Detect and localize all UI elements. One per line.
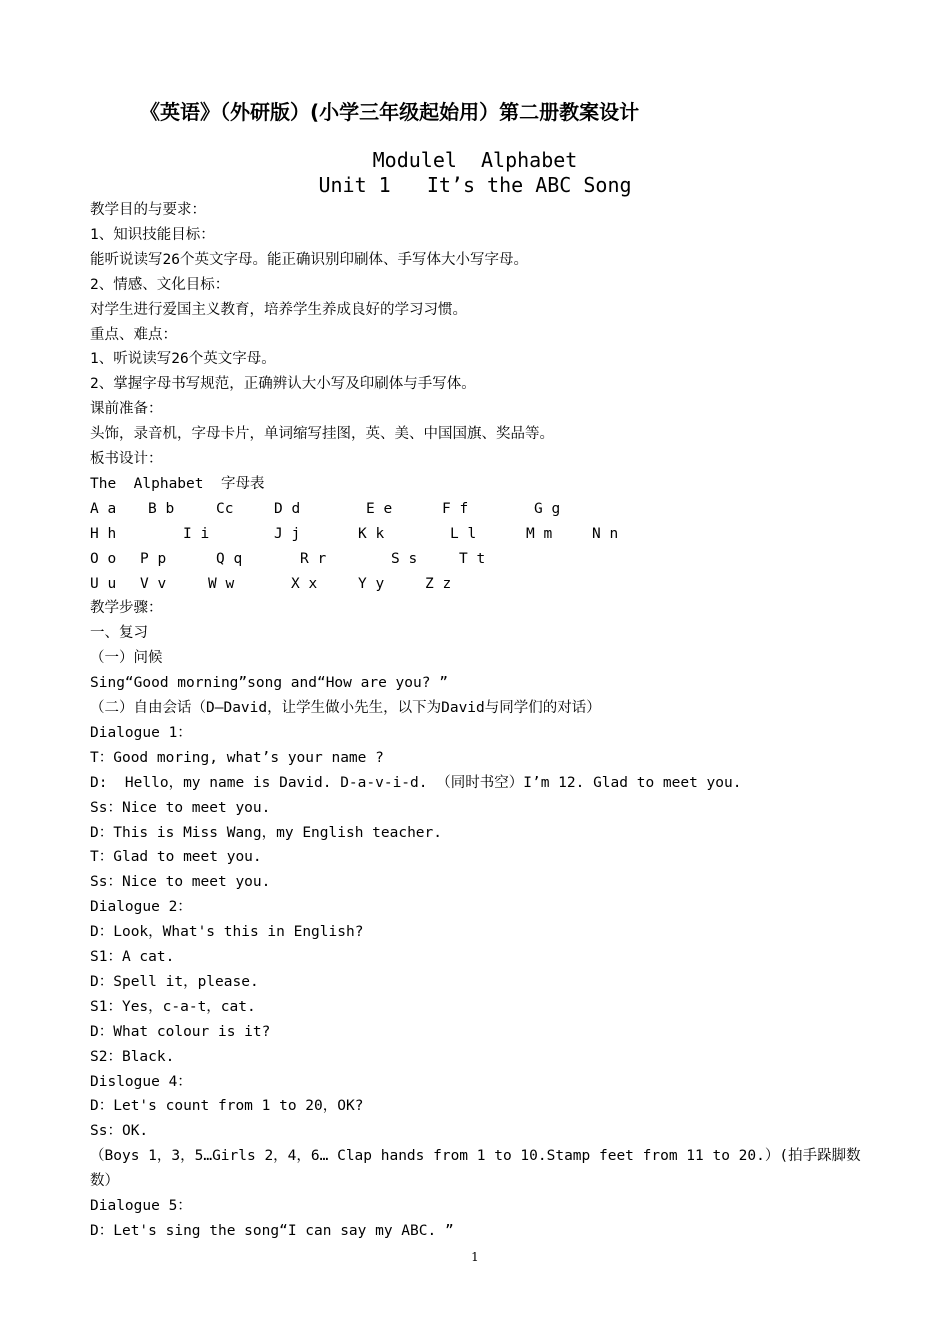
body-line: 2、掌握字母书写规范，正确辨认大小写及印刷体与手写体。	[90, 376, 476, 393]
body-line: 1、听说读写26个英文字母。	[90, 351, 276, 368]
body-line: The Alphabet 字母表	[90, 475, 265, 492]
alphabet-letter: A a	[90, 500, 117, 517]
body-line: Ss：Nice to meet you.	[90, 799, 271, 816]
alphabet-letter: Q q	[216, 550, 243, 567]
alphabet-letter: T t	[459, 550, 486, 567]
alphabet-letter: X x	[291, 575, 318, 592]
alphabet-letter: I i	[183, 525, 210, 542]
body-line: Dialogue 1：	[90, 724, 192, 741]
body-line: Ss：Nice to meet you.	[90, 874, 271, 891]
body-line: （一）问候	[90, 650, 163, 667]
alphabet-letter: S s	[391, 550, 418, 567]
body-line: 对学生进行爱国主义教育，培养学生养成良好的学习习惯。	[90, 301, 467, 318]
alphabet-letter: G g	[534, 500, 561, 517]
alphabet-letter: Y y	[358, 575, 385, 592]
body-line: 能听说读写26个英文字母。能正确识别印刷体、手写体大小写字母。	[90, 251, 528, 268]
body-line: D：What colour is it?	[90, 1023, 271, 1040]
body-line: Dislogue 4：	[90, 1073, 192, 1090]
alphabet-letter: U u	[90, 575, 117, 592]
body-line: S1：A cat.	[90, 949, 175, 965]
alphabet-letter: P p	[140, 550, 167, 567]
body-line: （二）自由会话（D—David，让学生做小先生，以下为David与同学们的对话）	[90, 700, 601, 716]
alphabet-letter: O o	[90, 550, 117, 567]
alphabet-letter: Z z	[425, 575, 452, 592]
body-line: Dialogue 2：	[90, 899, 192, 916]
body-line: 1、知识技能目标：	[90, 226, 215, 243]
alphabet-letter: M m	[526, 525, 553, 542]
body-line: T：Good moring, what’s your name ?	[90, 749, 384, 766]
alphabet-letter: F f	[442, 500, 469, 517]
alphabet-row	[90, 524, 890, 544]
body-line: D: Hello，my name is David. D-a-v-i-d. （同时书空）I’m 12. Glad to meet you.	[90, 774, 742, 791]
body-line: 教学步骤：	[90, 600, 163, 617]
alphabet-row	[90, 499, 890, 519]
body-line: D：Spell it，please.	[90, 973, 259, 990]
body-line: 板书设计：	[90, 451, 163, 467]
body-line: （Boys 1，3，5…Girls 2，4，6… Clap hands from 1 to 10.Stamp feet from 11 to 20.）(拍手跺脚数	[90, 1148, 861, 1165]
alphabet-letter: B b	[148, 500, 175, 517]
body-line: D：Let's sing the song“I can say my ABC. ”	[90, 1222, 454, 1239]
body-line: 课前准备：	[90, 401, 163, 418]
alphabet-row	[90, 574, 890, 594]
body-line: D：This is Miss Wang，my English teacher.	[90, 824, 443, 841]
body-line: 一、复习	[90, 625, 148, 642]
alphabet-row	[90, 549, 890, 569]
alphabet-letter: D d	[274, 500, 301, 517]
page-number: 1	[471, 1250, 479, 1264]
body-line: S1：Yes，c-a-t，cat.	[90, 998, 256, 1015]
body-line: Ss：OK.	[90, 1123, 149, 1140]
body-line: S2：Black.	[90, 1048, 175, 1065]
alphabet-letter: E e	[366, 500, 393, 517]
body-line: D：Let's count from 1 to 20，OK?	[90, 1098, 364, 1115]
unit-heading: Unit 1 It’s the ABC Song	[318, 173, 632, 197]
body-line: 2、情感、文化目标：	[90, 276, 230, 293]
body-line: 数）	[90, 1173, 119, 1190]
alphabet-letter: H h	[90, 525, 117, 542]
alphabet-letter: Cc	[216, 500, 234, 517]
alphabet-letter: R r	[300, 550, 327, 567]
document-title: 《英语》（外研版）(小学三年级起始用）第二册教案设计	[140, 100, 640, 124]
alphabet-letter: W w	[208, 575, 235, 592]
body-line: Sing“Good morning”song and“How are you? ”	[90, 675, 448, 692]
alphabet-letter: J j	[274, 525, 301, 542]
body-line: 教学目的与要求：	[90, 202, 206, 218]
alphabet-letter: K k	[358, 525, 385, 542]
module-heading: Modulel Alphabet	[372, 148, 578, 172]
body-line: Dialogue 5：	[90, 1198, 192, 1214]
alphabet-letter: N n	[592, 525, 619, 542]
alphabet-letter: L l	[450, 525, 477, 542]
body-line: 头饰，录音机，字母卡片，单词缩写挂图，英、美、中国国旗、奖品等。	[90, 426, 554, 443]
body-line: T：Glad to meet you.	[90, 849, 262, 866]
body-line: D：Look，What's this in English?	[90, 924, 364, 941]
alphabet-letter: V v	[140, 575, 167, 592]
body-line: 重点、难点：	[90, 326, 177, 343]
